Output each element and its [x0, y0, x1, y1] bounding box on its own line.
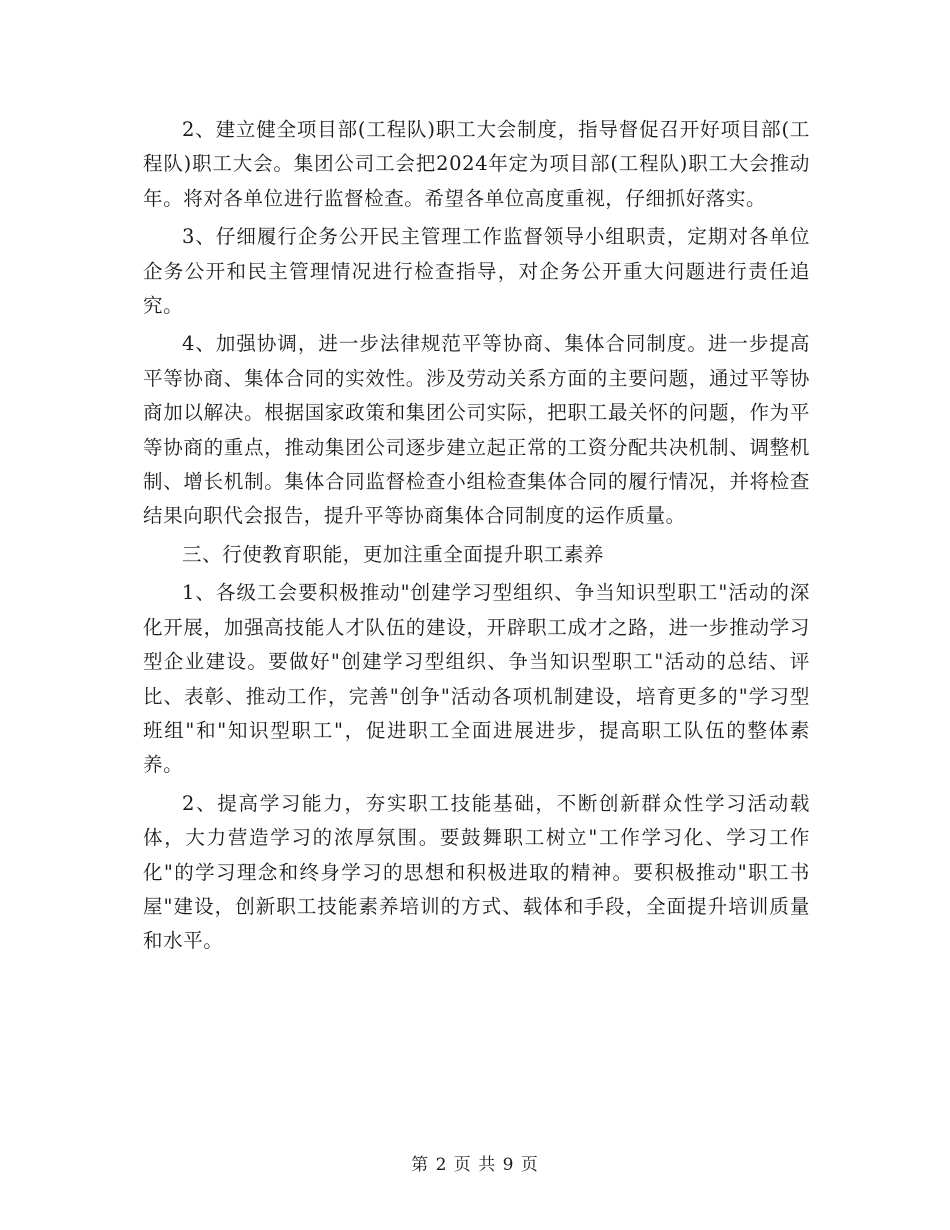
paragraph-item-2-learning-ability: 2、提高学习能力，夯实职工技能基础，不断创新群众性学习活动载体，大力营造学习的浓厚氛围。要鼓舞职工树立"工作学习化、学习工作化"的学习理念和终身学习的思想和积极进取的精神。要积极推动"职工书屋"建设，创新职工技能素养培训的方式、载体和手段，全面提升培训质量和水平。 [143, 791, 810, 953]
paragraph-item-3-enterprise-disclosure: 3、仔细履行企务公开民主管理工作监督领导小组职责，定期对各单位企务公开和民主管理情况进行检查指导，对企务公开重大问题进行责任追究。 [143, 225, 810, 318]
page-number-footer: 第 2 页 共 9 页 [411, 1155, 539, 1175]
paragraph-item-1-learning-organization: 1、各级工会要积极推动"创建学习型组织、争当知识型职工"活动的深化开展，加强高技能人才队伍的建设，开辟职工成才之路，进一步推动学习型企业建设。要做好"创建学习型组织、争当知识型职工"活动的总结、评比、表彰、推动工作，完善"创争"活动各项机制建设，培育更多的"学习型班组"和"知识型职工"，促进职工全面进展进步，提高职工队伍的整体素养。 [143, 581, 810, 777]
paragraph-item-4-collective-contract: 4、加强协调，进一步法律规范平等协商、集体合同制度。进一步提高平等协商、集体合同的实效性。涉及劳动关系方面的主要问题，通过平等协商加以解决。根据国家政策和集团公司实际，把职工最关怀的问题，作为平等协商的重点，推动集团公司逐步建立起正常的工资分配共决机制、调整机制、增长机制。集体合同监督检查小组检查集体合同的履行情况，并将检查结果向职代会报告，提升平等协商集体合同制度的运作质量。 [143, 332, 810, 528]
section-heading-education: 三、行使教育职能，更加注重全面提升职工素养 [182, 542, 605, 566]
document-body [143, 113, 810, 963]
paragraph-item-2-project-congress: 2、建立健全项目部(工程队)职工大会制度，指导督促召开好项目部(工程队)职工大会。集团公司工会把2024年定为项目部(工程队)职工大会推动年。将对各单位进行监督检查。希望各单位高度重视，仔细抓好落实。 [143, 118, 810, 210]
